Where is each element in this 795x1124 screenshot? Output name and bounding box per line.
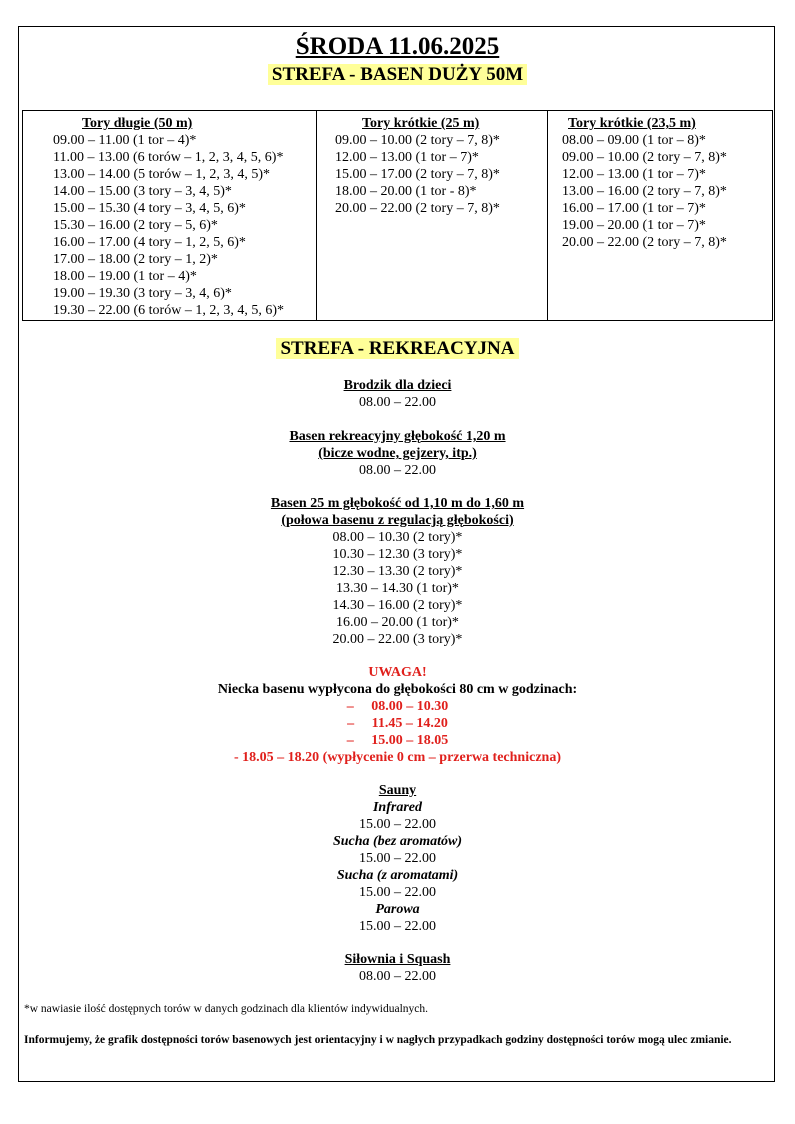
- sauna-hours: 15.00 – 22.00: [359, 817, 436, 832]
- kids-pool-section: [0, 377, 795, 411]
- pool25-row: 10.30 – 12.30 (3 tory)*: [332, 547, 463, 562]
- zone-heading-pool50-text: STREFA - BASEN DUŻY 50M: [268, 64, 527, 85]
- long-lane-row: 15.00 – 15.30 (4 tory – 3, 4, 5, 6)*: [53, 201, 246, 216]
- zone-heading-recreation: [0, 337, 795, 361]
- long-lane-row: 15.30 – 16.00 (2 tory – 5, 6)*: [53, 218, 218, 233]
- pool25-heading: Basen 25 m głębokość od 1,10 m do 1,60 m: [270, 496, 525, 511]
- long-lane-row: 17.00 – 18.00 (2 tory – 1, 2)*: [53, 252, 218, 267]
- long-lane-row: 13.00 – 14.00 (5 torów – 1, 2, 3, 4, 5)*: [53, 167, 270, 182]
- short25-lanes-header: Tory krótkie (25 m): [362, 116, 480, 131]
- short25-lane-row: 18.00 – 20.00 (1 tor - 8)*: [335, 184, 477, 199]
- pool25-row: 13.30 – 14.30 (1 tor)*: [336, 581, 459, 596]
- info-note: Informujemy, że grafik dostępności torów basenowych jest orientacyjny i w nagłych przypadkach godziny dostępności torów mogą ulec zmianie.: [24, 1034, 732, 1046]
- long-lane-row: 18.00 – 19.00 (1 tor – 4)*: [53, 269, 197, 284]
- warning-heading: UWAGA!: [368, 665, 427, 680]
- pool25-row: 08.00 – 10.30 (2 tory)*: [332, 530, 463, 545]
- zone-heading-pool50: [0, 64, 795, 86]
- pool25-section: [0, 495, 795, 648]
- warning-time-row: – 08.00 – 10.30: [346, 699, 449, 714]
- short25-lane-row: 15.00 – 17.00 (2 tory – 7, 8)*: [335, 167, 500, 182]
- gym-heading: Siłownia i Squash: [344, 952, 451, 967]
- short25-lane-row: 09.00 – 10.00 (2 tory – 7, 8)*: [335, 133, 500, 148]
- short25-lane-row: 12.00 – 13.00 (1 tor – 7)*: [335, 150, 479, 165]
- long-lane-row: 19.30 – 22.00 (6 torów – 1, 2, 3, 4, 5, 6)*: [53, 303, 284, 318]
- short235-lane-row: 13.00 – 16.00 (2 tory – 7, 8)*: [562, 184, 727, 199]
- warning-time-row: – 15.00 – 18.05: [346, 733, 449, 748]
- recreation-pool-heading: Basen rekreacyjny głębokość 1,20 m: [289, 429, 506, 444]
- long-lane-row: 16.00 – 17.00 (4 tory – 1, 2, 5, 6)*: [53, 235, 246, 250]
- saunas-section: [0, 782, 795, 935]
- warning-text: Niecka basenu wypłycona do głębokości 80 cm w godzinach:: [217, 682, 578, 697]
- sauna-name: Sucha (z aromatami): [336, 868, 459, 883]
- short25-lanes-column: [317, 111, 548, 321]
- short235-lane-row: 09.00 – 10.00 (2 tory – 7, 8)*: [562, 150, 727, 165]
- short235-lanes-column: [548, 111, 773, 321]
- recreation-pool-subheading: (bicze wodne, gejzery, itp.): [318, 446, 477, 461]
- kids-pool-heading: Brodzik dla dzieci: [343, 378, 452, 393]
- page-title: ŚRODA 11.06.2025: [295, 33, 500, 60]
- long-lanes-column: [23, 111, 317, 321]
- saunas-heading: Sauny: [378, 783, 417, 798]
- sauna-name: Infrared: [372, 800, 422, 815]
- warning-technical-break: - 18.05 – 18.20 (wypłycenie 0 cm – przerwa techniczna): [234, 750, 561, 765]
- short25-lane-row: 20.00 – 22.00 (2 tory – 7, 8)*: [335, 201, 500, 216]
- sauna-hours: 15.00 – 22.00: [359, 885, 436, 900]
- pool25-row: 20.00 – 22.00 (3 tory)*: [332, 632, 463, 647]
- kids-pool-hours: 08.00 – 22.00: [359, 395, 436, 410]
- sauna-hours: 15.00 – 22.00: [359, 919, 436, 934]
- long-lanes-header: Tory długie (50 m): [82, 116, 193, 131]
- sauna-name: Sucha (bez aromatów): [332, 834, 463, 849]
- long-lane-row: 11.00 – 13.00 (6 torów – 1, 2, 3, 4, 5, 6)*: [53, 150, 284, 165]
- short235-lane-row: 16.00 – 17.00 (1 tor – 7)*: [562, 201, 706, 216]
- sauna-name: Parowa: [375, 902, 420, 917]
- zone-heading-recreation-text: STREFA - REKREACYJNA: [276, 338, 518, 359]
- pool25-row: 12.30 – 13.30 (2 tory)*: [332, 564, 463, 579]
- warning-section: [0, 664, 795, 766]
- lanes-table: [22, 110, 773, 321]
- pool25-row: 16.00 – 20.00 (1 tor)*: [336, 615, 459, 630]
- long-lane-row: 14.00 – 15.00 (3 tory – 3, 4, 5)*: [53, 184, 232, 199]
- long-lane-row: 19.00 – 19.30 (3 tory – 3, 4, 6)*: [53, 286, 232, 301]
- short235-lane-row: 12.00 – 13.00 (1 tor – 7)*: [562, 167, 706, 182]
- long-lane-row: 09.00 – 11.00 (1 tor – 4)*: [53, 133, 197, 148]
- pool25-subheading: (połowa basenu z regulacją głębokości): [281, 513, 514, 528]
- pool25-row: 14.30 – 16.00 (2 tory)*: [332, 598, 463, 613]
- recreation-pool-hours: 08.00 – 22.00: [359, 463, 436, 478]
- short235-lanes-header: Tory krótkie (23,5 m): [568, 116, 696, 131]
- gym-section: [0, 951, 795, 985]
- short235-lane-row: 08.00 – 09.00 (1 tor – 8)*: [562, 133, 706, 148]
- sauna-hours: 15.00 – 22.00: [359, 851, 436, 866]
- gym-hours: 08.00 – 22.00: [359, 969, 436, 984]
- short235-lane-row: 20.00 – 22.00 (2 tory – 7, 8)*: [562, 235, 727, 250]
- warning-time-row: – 11.45 – 14.20: [347, 716, 448, 731]
- short235-lane-row: 19.00 – 20.00 (1 tor – 7)*: [562, 218, 706, 233]
- recreation-pool-section: [0, 428, 795, 479]
- footnote: *w nawiasie ilość dostępnych torów w danych godzinach dla klientów indywidualnych.: [24, 1003, 429, 1015]
